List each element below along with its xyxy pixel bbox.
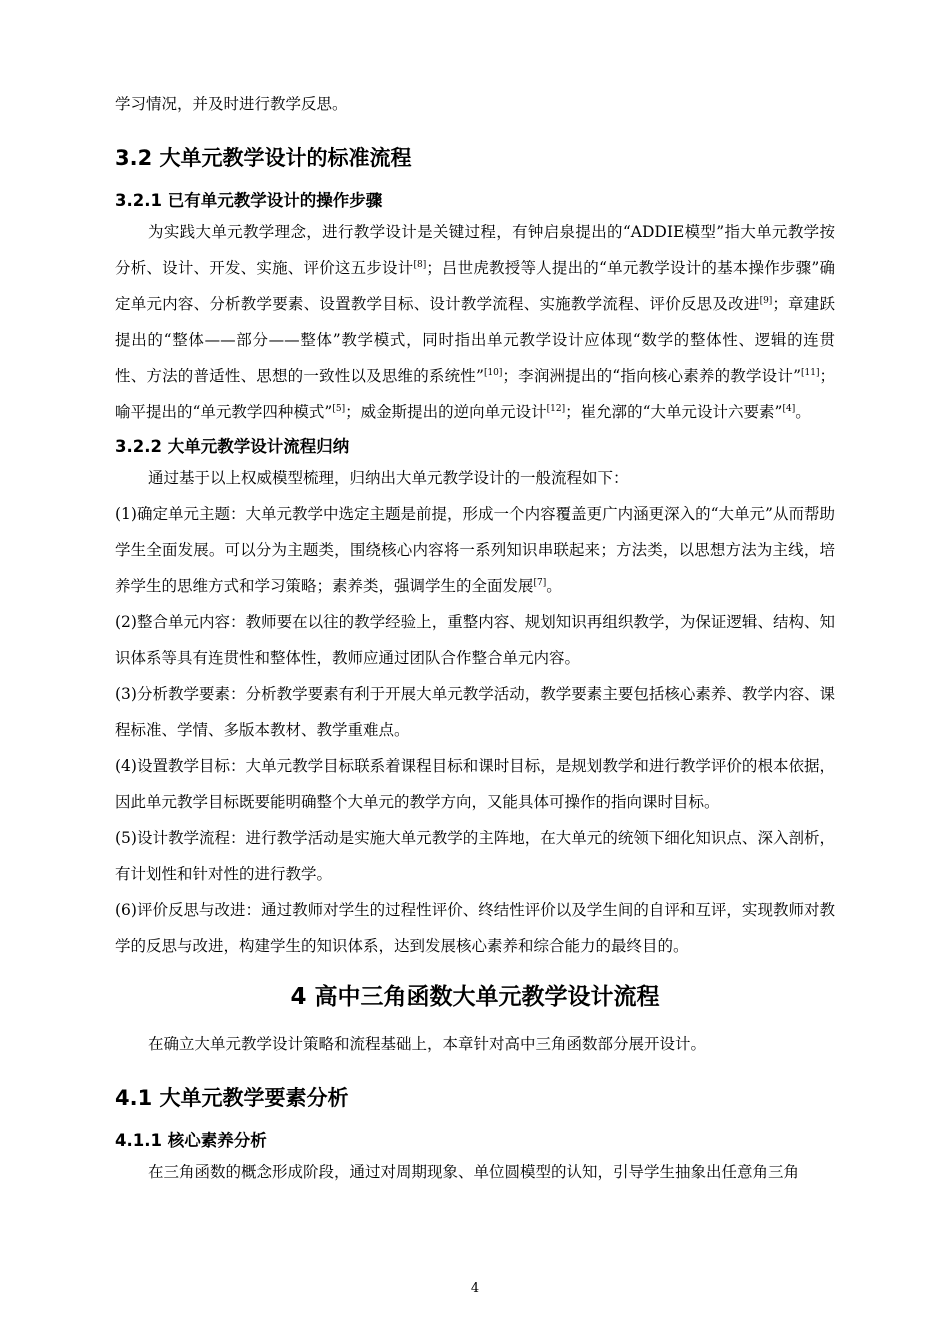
text-run: ；威金斯提出的逆向单元设计 — [345, 403, 547, 421]
citation-9: [9] — [759, 295, 773, 306]
paragraph-step-1 — [115, 496, 835, 604]
paragraph-models — [115, 214, 835, 430]
paragraph-continuation: 学习情况，并及时进行教学反思。 — [115, 95, 348, 113]
paragraph-step-5: (5)设计教学流程：进行教学活动是实施大单元教学的主阵地，在大单元的统领下细化知识点、深入剖析，有计划性和针对性的进行教学。 — [115, 829, 835, 883]
paragraph-core-literacy: 在三角函数的概念形成阶段，通过对周期现象、单位圆模型的认知，引导学生抽象出任意角三角 — [148, 1163, 800, 1181]
heading-4-1: 4.1 大单元教学要素分析 — [115, 1086, 349, 1110]
paragraph-step-2: (2)整合单元内容：教师要在以往的教学经验上，重整内容、规划知识再组织教学，为保证逻辑、结构、知识体系等具有连贯性和整体性，教师应通过团队合作整合单元内容。 — [115, 613, 835, 667]
paragraph-step-3: (3)分析教学要素：分析教学要素有利于开展大单元教学活动，教学要素主要包括核心素养、教学内容、课程标准、学情、多版本教材、教学重难点。 — [115, 685, 835, 739]
citation-8: [8] — [413, 259, 427, 270]
page-content — [115, 86, 835, 1190]
citation-10: [10] — [483, 367, 503, 378]
paragraph-step-6: (6)评价反思与改进：通过教师对学生的过程性评价、终结性评价以及学生间的自评和互评，实现教师对教学的反思与改进，构建学生的知识体系，达到发展核心素养和综合能力的最终目的。 — [115, 901, 835, 955]
paragraph-intro: 通过基于以上权威模型梳理，归纳出大单元教学设计的一般流程如下： — [148, 469, 629, 487]
heading-4-1-1: 4.1.1 核心素养分析 — [115, 1131, 267, 1150]
heading-3-2-2: 3.2.2 大单元教学设计流程归纳 — [115, 437, 350, 456]
text-run: ；吕世虎教授等人提出的“单元教学设计的基本操作步骤”确定单元内容、分析教学要素、设置教学目标、设计教学流程、实施教学流程、评价反思及改进 — [115, 259, 835, 313]
page-number: 4 — [470, 1281, 480, 1296]
heading-3-2-1: 3.2.1 已有单元教学设计的操作步骤 — [115, 191, 383, 210]
text-run: 为实践大单元教学理念，进行教学设计是关键过程，有钟启泉提出的“ADDIE模型”指大单元教学按分析、设计、开发、实施、评价这五步设计 — [115, 223, 835, 277]
text-run: ；喻平提出的“单元教学四种模式” — [115, 367, 835, 421]
text-run: ；李润洲提出的“指向核心素养的教学设计” — [502, 367, 801, 385]
text-run: 。 — [795, 403, 811, 421]
text-run: ；崔允漷的“大单元设计六要素” — [565, 403, 783, 421]
citation-12: [12] — [546, 403, 566, 414]
citation-11: [11] — [801, 367, 820, 378]
citation-5: [5] — [332, 403, 346, 414]
citation-4: [4] — [782, 403, 796, 414]
text-run: ；章建跃提出的“整体——部分——整体”教学模式，同时指出单元教学设计应体现“数学的整体性、逻辑的连贯性、方法的普适性、思想的一致性以及思维的系统性” — [115, 295, 835, 385]
paragraph-chapter-intro: 在确立大单元教学设计策略和流程基础上，本章针对高中三角函数部分展开设计。 — [148, 1035, 707, 1053]
text-run: (1)确定单元主题：大单元教学中选定主题是前提，形成一个内容覆盖更广内涵更深入的“大单元”从而帮助学生全面发展。可以分为主题类，围绕核心内容将一系列知识串联起来；方法类，以思想方法为主线，培养学生的思维方式和学习策略；素养类，强调学生的全面发展 — [115, 505, 835, 595]
chapter-heading-4: 4 高中三角函数大单元教学设计流程 — [290, 984, 660, 1010]
citation-7: [7] — [533, 577, 547, 588]
text-run: 。 — [546, 577, 562, 595]
paragraph-step-4: (4)设置教学目标：大单元教学目标联系着课程目标和课时目标，是规划教学和进行教学评价的根本依据，因此单元教学目标既要能明确整个大单元的教学方向，又能具体可操作的指向课时目标。 — [115, 757, 835, 811]
heading-3-2: 3.2 大单元教学设计的标准流程 — [115, 146, 412, 170]
